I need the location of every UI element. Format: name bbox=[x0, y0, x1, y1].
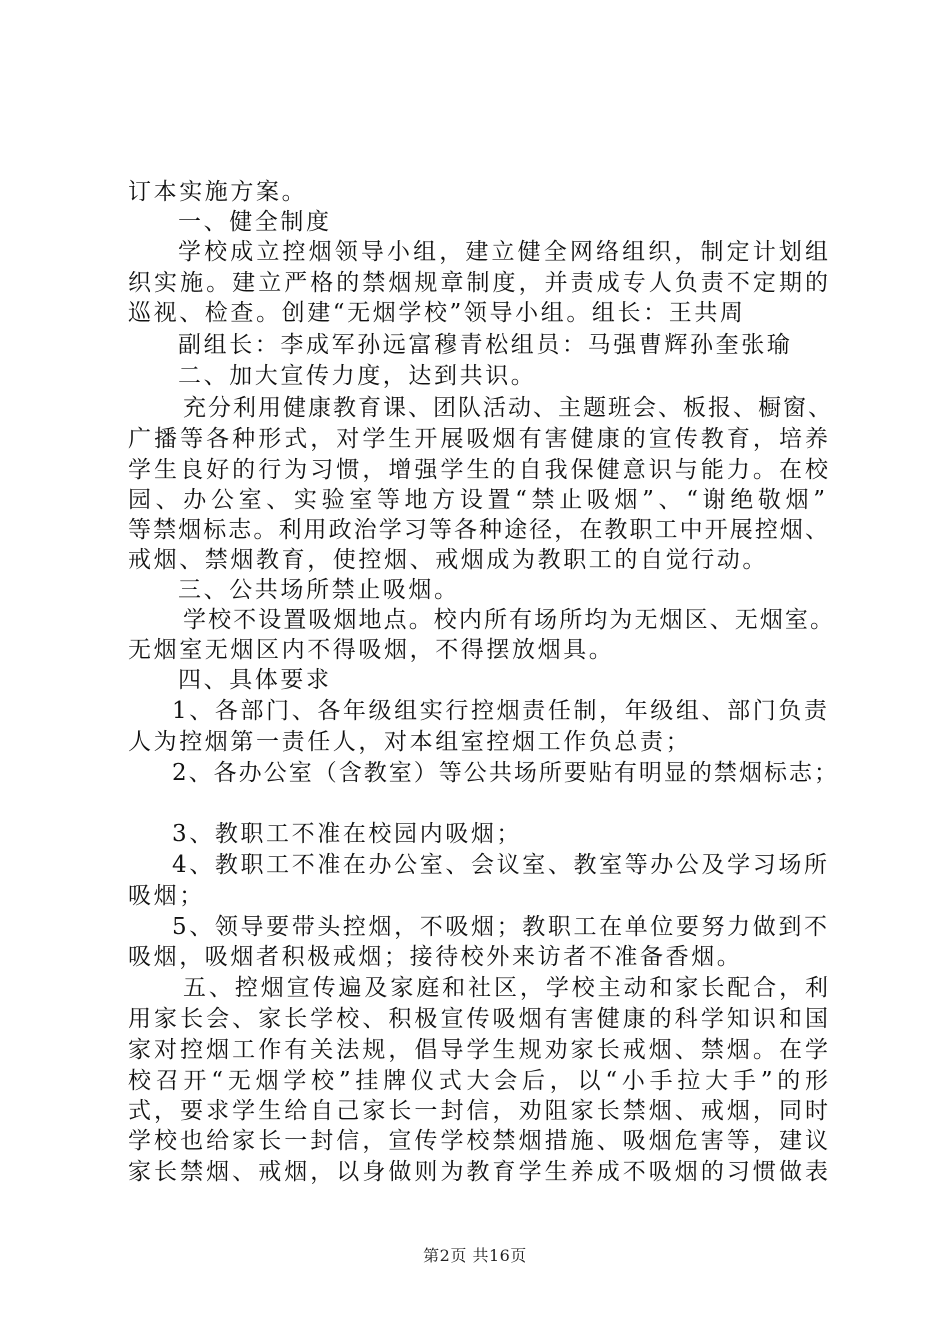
text-line: 学校不设置吸烟地点。校内所有场所均为无烟区、无烟室。 bbox=[183, 607, 833, 633]
text-line: 学生良好的行为习惯，增强学生的自我保健意识与能力。在校 bbox=[128, 457, 828, 483]
text-line: 2、各办公室（含教室）等公共场所要贴有明显的禁烟标志； bbox=[172, 760, 837, 786]
text-line: 家对控烟工作有关法规，倡导学生规劝家长戒烟、禁烟。在学 bbox=[128, 1037, 828, 1063]
text-line: 学校成立控烟领导小组，建立健全网络组织，制定计划组 bbox=[178, 239, 828, 265]
text-line: 3、教职工不准在校园内吸烟； bbox=[172, 821, 523, 847]
text-line: 订本实施方案。 bbox=[128, 179, 308, 205]
section-heading: 三、公共场所禁止吸烟。 bbox=[178, 577, 460, 603]
text-line: 式，要求学生给自己家长一封信，劝阻家长禁烟、戒烟，同时 bbox=[128, 1098, 828, 1124]
text-line: 广播等各种形式，对学生开展吸烟有害健康的宣传教育，培养 bbox=[128, 426, 828, 452]
text-line: 充分利用健康教育课、团队活动、主题班会、板报、橱窗、 bbox=[183, 395, 831, 421]
section-heading: 二、加大宣传力度，达到共识。 bbox=[178, 363, 537, 389]
text-line: 巡视、检查。创建“无烟学校”领导小组。组长：王共周 bbox=[128, 300, 746, 326]
text-line: 织实施。建立严格的禁烟规章制度，并责成专人负责不定期的 bbox=[128, 270, 828, 296]
text-line: 吸烟； bbox=[128, 883, 205, 909]
text-line: 人为控烟第一责任人，对本组室控烟工作负总责； bbox=[128, 729, 692, 755]
text-line: 用家长会、家长学校、积极宣传吸烟有害健康的科学知识和国 bbox=[128, 1006, 828, 1032]
text-line: 无烟室无烟区内不得吸烟，不得摆放烟具。 bbox=[128, 637, 615, 663]
text-line: 副组长：李成军孙远富穆青松组员：马强曹辉孙奎张瑜 bbox=[178, 332, 793, 358]
text-line: 等禁烟标志。利用政治学习等各种途径，在教职工中开展控烟、 bbox=[128, 517, 828, 543]
text-line: 学校也给家长一封信，宣传学校禁烟措施、吸烟危害等，建议 bbox=[128, 1128, 828, 1154]
section-heading: 一、健全制度 bbox=[178, 209, 332, 235]
text-line: 园、办公室、实验室等地方设置“禁止吸烟”、“谢绝敬烟” bbox=[128, 487, 825, 513]
page-number-footer: 第2页 共16页 bbox=[423, 1246, 527, 1265]
text-line: 五、控烟宣传遍及家庭和社区，学校主动和家长配合，利 bbox=[183, 975, 828, 1001]
text-line: 家长禁烟、戒烟，以身做则为教育学生养成不吸烟的习惯做表 bbox=[128, 1159, 828, 1185]
text-line: 1、各部门、各年级组实行控烟责任制，年级组、部门负责 bbox=[172, 698, 827, 724]
text-line: 4、教职工不准在办公室、会议室、教室等办公及学习场所 bbox=[172, 852, 827, 878]
text-line: 校召开“无烟学校”挂牌仪式大会后，以“小手拉大手”的形 bbox=[128, 1068, 828, 1094]
text-line: 戒烟、禁烟教育，使控烟、戒烟成为教职工的自觉行动。 bbox=[128, 547, 768, 573]
section-heading: 四、具体要求 bbox=[178, 667, 332, 693]
text-line: 5、领导要带头控烟，不吸烟；教职工在单位要努力做到不 bbox=[172, 914, 827, 940]
text-line: 吸烟，吸烟者积极戒烟；接待校外来访者不准备香烟。 bbox=[128, 944, 743, 970]
